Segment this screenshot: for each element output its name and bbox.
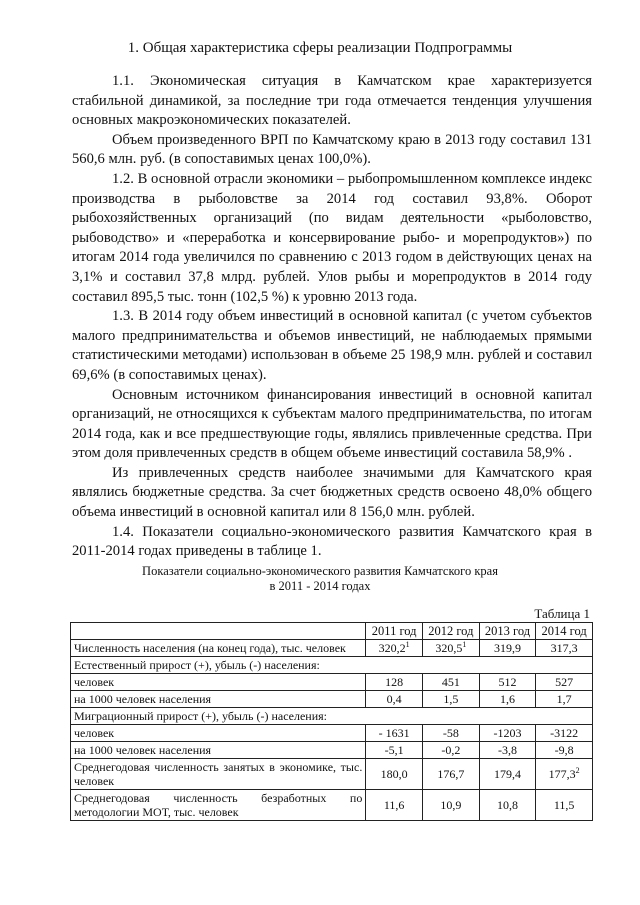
row-label: на 1000 человек населения <box>71 691 366 708</box>
cell-value: 317,3 <box>536 640 593 657</box>
cell-value: -1203 <box>479 725 536 742</box>
row-label: Среднегодовая численность безработных по методологии МОТ, тыс. человек <box>71 790 366 821</box>
cell-value: 180,0 <box>366 759 423 790</box>
table-title-line-1: Показатели социально-экономического развития Камчатского края <box>142 564 498 578</box>
cell-value: 319,9 <box>479 640 536 657</box>
paragraph-investments: 1.3. В 2014 году объем инвестиций в основной капитал (с учетом субъектов малого предпринимательства и объемов инвестиций, не наблюдаемых прямыми статистическими методами) использован в объеме 25 198,9 млн. рублей и составил 69,6% (в сопоставимых ценах). <box>72 308 592 383</box>
table-row <box>71 790 593 821</box>
cell-value: 0,4 <box>366 691 423 708</box>
section-heading: 1. Общая характеристика сферы реализации Подпрограммы <box>127 40 513 56</box>
paragraph-economic-situation: 1.1. Экономическая ситуация в Камчатском крае характеризуется стабильной динамикой, за последние три года отмечается тенденция улучшения основных макроэкономических показателей. <box>72 73 592 129</box>
cell-value: -3,8 <box>479 742 536 759</box>
paragraph-fishing-industry: 1.2. В основной отрасли экономики – рыбопромышленном комплексе индекс производства в рыболовстве за 2014 год составил 93,8%. Оборот рыбохозяйственных организаций (по видам деятельности «рыболовство, рыбоводство» и «переработка и консервирование рыбо- и морепродуктов») по итогам 2014 года увеличился по сравнению с 2013 годом в действующих ценах на 3,1% и составил 37,8 млрд. рублей. Улов рыбы и морепродуктов в 2014 году составил 895,5 тыс. тонн (102,5 %) к уровню 2013 года. <box>72 170 592 305</box>
paragraph-budget-funds: Из привлеченных средств наиболее значимыми для Камчатского края являлись бюджетные средства. За счет бюджетных средств освоено 48,0% общего объема инвестиций в основной капитал или 8 156,0 млн. рублей. <box>72 464 592 521</box>
cell-value: - 1631 <box>366 725 423 742</box>
cell-value: -58 <box>423 725 480 742</box>
table-title <box>60 564 580 594</box>
header-empty-cell <box>71 623 366 640</box>
cell-value: 451 <box>423 674 480 691</box>
paragraph-table-reference: 1.4. Показатели социально-экономического развития Камчатского края в 2011-2014 годах приведены в таблице 1. <box>72 523 592 560</box>
cell-value: -9,8 <box>536 742 593 759</box>
cell-value: 179,4 <box>479 759 536 790</box>
cell-value: 128 <box>366 674 423 691</box>
table-number: Таблица 1 <box>534 606 590 621</box>
table-row <box>71 691 593 708</box>
table-row <box>71 759 593 790</box>
row-label: человек <box>71 674 366 691</box>
cell-value: 10,8 <box>479 790 536 821</box>
cell-value: 11,6 <box>366 790 423 821</box>
table-row <box>71 725 593 742</box>
cell-value: -3122 <box>536 725 593 742</box>
row-label: человек <box>71 725 366 742</box>
table-row <box>71 742 593 759</box>
indicators-table <box>70 622 593 821</box>
row-label: на 1000 человек населения <box>71 742 366 759</box>
cell-value: 320,2$^1$ <box>366 640 423 657</box>
header-year-2013: 2013 год <box>479 623 536 640</box>
cell-value: 10,9 <box>423 790 480 821</box>
header-year-2012: 2012 год <box>423 623 480 640</box>
cell-value: -5,1 <box>366 742 423 759</box>
cell-value: 1,7 <box>536 691 593 708</box>
cell-value: 11,5 <box>536 790 593 821</box>
row-label: Численность населения (на конец года), тыс. человек <box>71 640 366 657</box>
cell-value: -0,2 <box>423 742 480 759</box>
body-text <box>72 72 592 562</box>
row-label: Среднегодовая численность занятых в экономике, тыс. человек <box>71 759 366 790</box>
cell-value: 177,3$^2$ <box>536 759 593 790</box>
cell-value: 512 <box>479 674 536 691</box>
table-header-row <box>71 623 593 640</box>
table-title-line-2: в 2011 - 2014 годах <box>269 579 371 593</box>
header-year-2011: 2011 год <box>366 623 423 640</box>
section-header-cell: Естественный прирост (+), убыль (-) населения: <box>71 657 593 674</box>
table-row <box>71 657 593 674</box>
paragraph-grp-volume: Объем произведенного ВРП по Камчатскому краю в 2013 году составил 131 560,6 млн. руб. (в сопоставимых ценах 100,0%). <box>72 131 592 168</box>
cell-value: 320,5$^1$ <box>423 640 480 657</box>
cell-value: 176,7 <box>423 759 480 790</box>
cell-value: 1,5 <box>423 691 480 708</box>
section-header-cell: Миграционный прирост (+), убыль (-) населения: <box>71 708 593 725</box>
paragraph-funding-sources: Основным источником финансирования инвестиций в основной капитал организаций, не относящихся к субъектам малого предпринимательства, по итогам 2014 года, как и все предшествующие годы, являлись привлеченные средства. При этом доля привлеченных средств в общем объеме инвестиций составила 58,9% . <box>72 386 592 462</box>
cell-value: 1,6 <box>479 691 536 708</box>
header-year-2014: 2014 год <box>536 623 593 640</box>
table-row <box>71 640 593 657</box>
table-row <box>71 674 593 691</box>
table-row <box>71 708 593 725</box>
cell-value: 527 <box>536 674 593 691</box>
